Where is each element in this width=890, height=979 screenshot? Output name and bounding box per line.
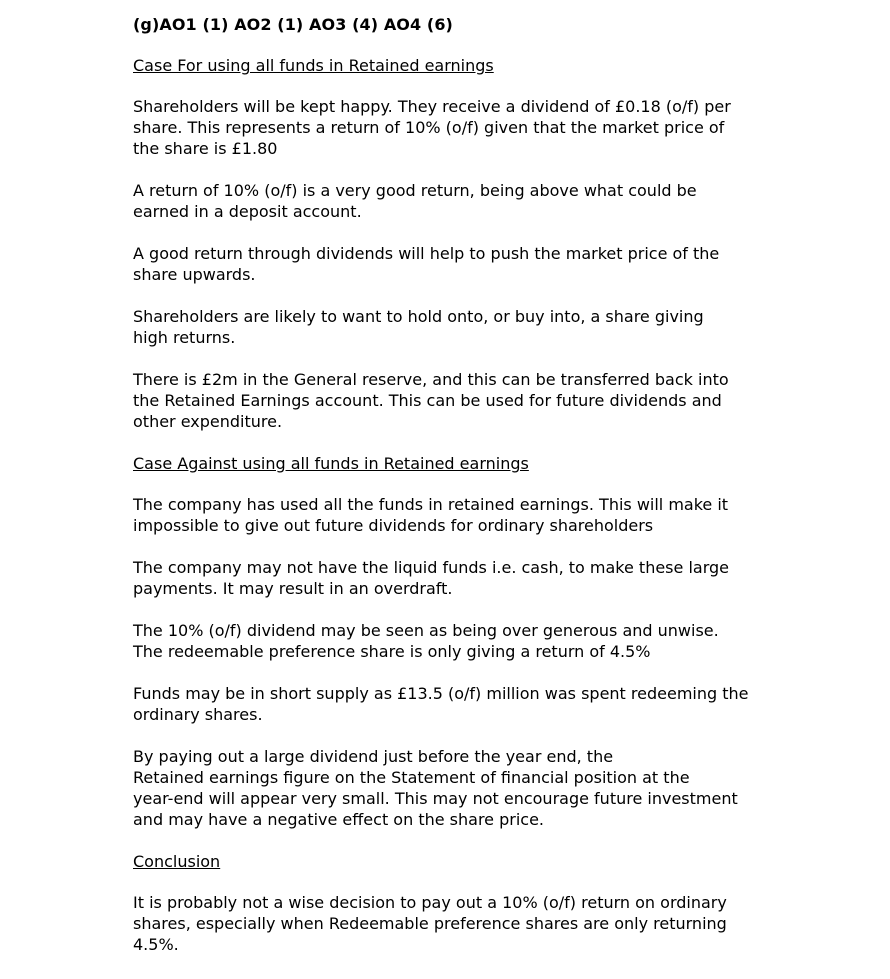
text-line: impossible to give out future dividends for ordinary shareholders — [133, 516, 654, 535]
text-line: Shareholders are likely to want to hold onto, or buy into, a share giving — [133, 307, 704, 326]
text-line: The redeemable preference share is only giving a return of 4.5% — [133, 642, 651, 661]
text-line: The 10% (o/f) dividend may be seen as being over generous and unwise. — [133, 621, 719, 640]
section-title-case-for: Case For using all funds in Retained earnings — [133, 56, 494, 75]
paragraph — [133, 494, 783, 536]
text-line: shares, especially when Redeemable preference shares are only returning — [133, 914, 727, 933]
paragraph — [133, 243, 783, 285]
paragraph — [133, 557, 783, 599]
text-line: Shareholders will be kept happy. They receive a dividend of £0.18 (o/f) per — [133, 97, 731, 116]
document-page — [133, 14, 783, 976]
text-line: the Retained Earnings account. This can be used for future dividends and — [133, 391, 722, 410]
text-line: The company has used all the funds in retained earnings. This will make it — [133, 495, 729, 514]
section-title-conclusion: Conclusion — [133, 852, 221, 871]
paragraph — [133, 180, 783, 222]
text-line: high returns. — [133, 328, 236, 347]
paragraph — [133, 369, 783, 432]
section-title-case-against: Case Against using all funds in Retained earnings — [133, 454, 529, 473]
text-line: and may have a negative effect on the share price. — [133, 810, 544, 829]
text-line: By paying out a large dividend just before the year end, the — [133, 747, 614, 766]
paragraph — [133, 306, 783, 348]
text-line: It is probably not a wise decision to pay out a 10% (o/f) return on ordinary — [133, 893, 727, 912]
text-line: the share is £1.80 — [133, 139, 278, 158]
text-line: year-end will appear very small. This may not encourage future investment — [133, 789, 738, 808]
text-line: share upwards. — [133, 265, 256, 284]
paragraph — [133, 892, 783, 955]
text-line: Retained earnings figure on the Statement of financial position at the — [133, 768, 690, 787]
text-line: share. This represents a return of 10% (o/f) given that the market price of — [133, 118, 725, 137]
paragraph — [133, 620, 783, 662]
text-line: The company may not have the liquid funds i.e. cash, to make these large — [133, 558, 729, 577]
text-line: 4.5%. — [133, 935, 179, 954]
text-line: A good return through dividends will help to push the market price of the — [133, 244, 720, 263]
text-line: A return of 10% (o/f) is a very good return, being above what could be — [133, 181, 697, 200]
text-line: ordinary shares. — [133, 705, 263, 724]
paragraph — [133, 746, 783, 830]
text-line: There is £2m in the General reserve, and this can be transferred back into — [133, 370, 729, 389]
paragraph — [133, 683, 783, 725]
text-line: earned in a deposit account. — [133, 202, 362, 221]
paragraph — [133, 96, 783, 159]
text-line: Funds may be in short supply as £13.5 (o/f) million was spent redeeming the — [133, 684, 749, 703]
marks-heading: (g)AO1 (1) AO2 (1) AO3 (4) AO4 (6) — [133, 15, 453, 34]
text-line: payments. It may result in an overdraft. — [133, 579, 453, 598]
text-line: other expenditure. — [133, 412, 283, 431]
